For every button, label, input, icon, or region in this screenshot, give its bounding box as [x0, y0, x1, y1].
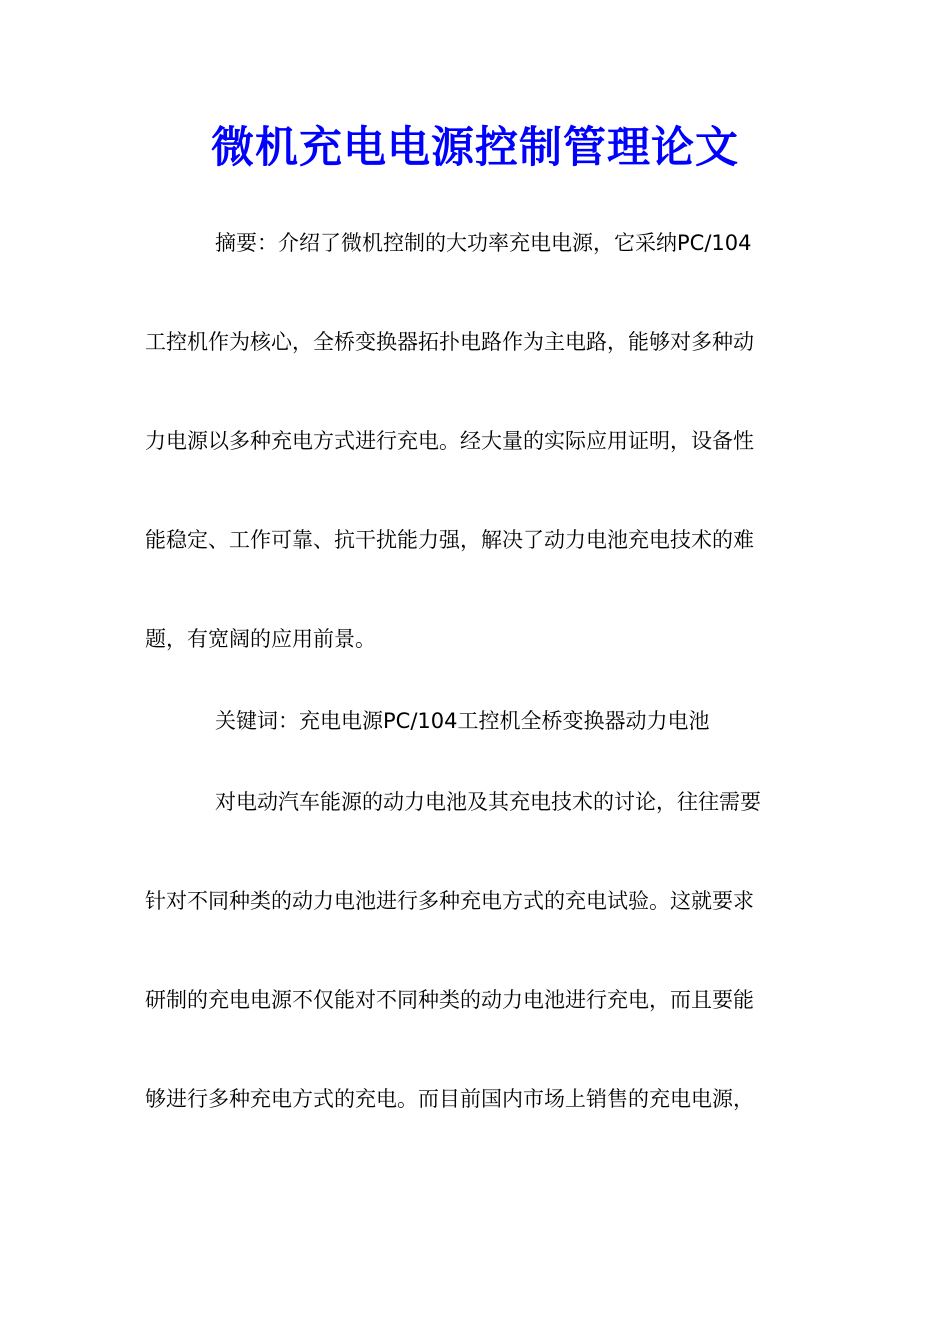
abstract-line-2: 工控机作为核心，全桥变换器拓扑电路作为主电路，能够对多种动	[145, 330, 754, 354]
document-title: 微机充电电源控制管理论文	[211, 123, 739, 173]
abstract-line-1: 摘要：介绍了微机控制的大功率充电电源，它采纳PC/104	[215, 231, 752, 255]
abstract-line-5: 题，有宽阔的应用前景。	[145, 627, 376, 651]
body-line-1: 对电动汽车能源的动力电池及其充电技术的讨论，往往需要	[215, 790, 761, 814]
body-line-3: 研制的充电电源不仅能对不同种类的动力电池进行充电，而且要能	[145, 988, 754, 1012]
body-line-2: 针对不同种类的动力电池进行多种充电方式的充电试验。这就要求	[145, 889, 754, 913]
keywords-line: 关键词：充电电源PC/104工控机全桥变换器动力电池	[215, 709, 710, 733]
abstract-line-3: 力电源以多种充电方式进行充电。经大量的实际应用证明，设备性	[145, 429, 754, 453]
body-line-4: 够进行多种充电方式的充电。而目前国内市场上销售的充电电源，	[145, 1087, 754, 1111]
abstract-line-4: 能稳定、工作可靠、抗干扰能力强，解决了动力电池充电技术的难	[145, 528, 754, 552]
